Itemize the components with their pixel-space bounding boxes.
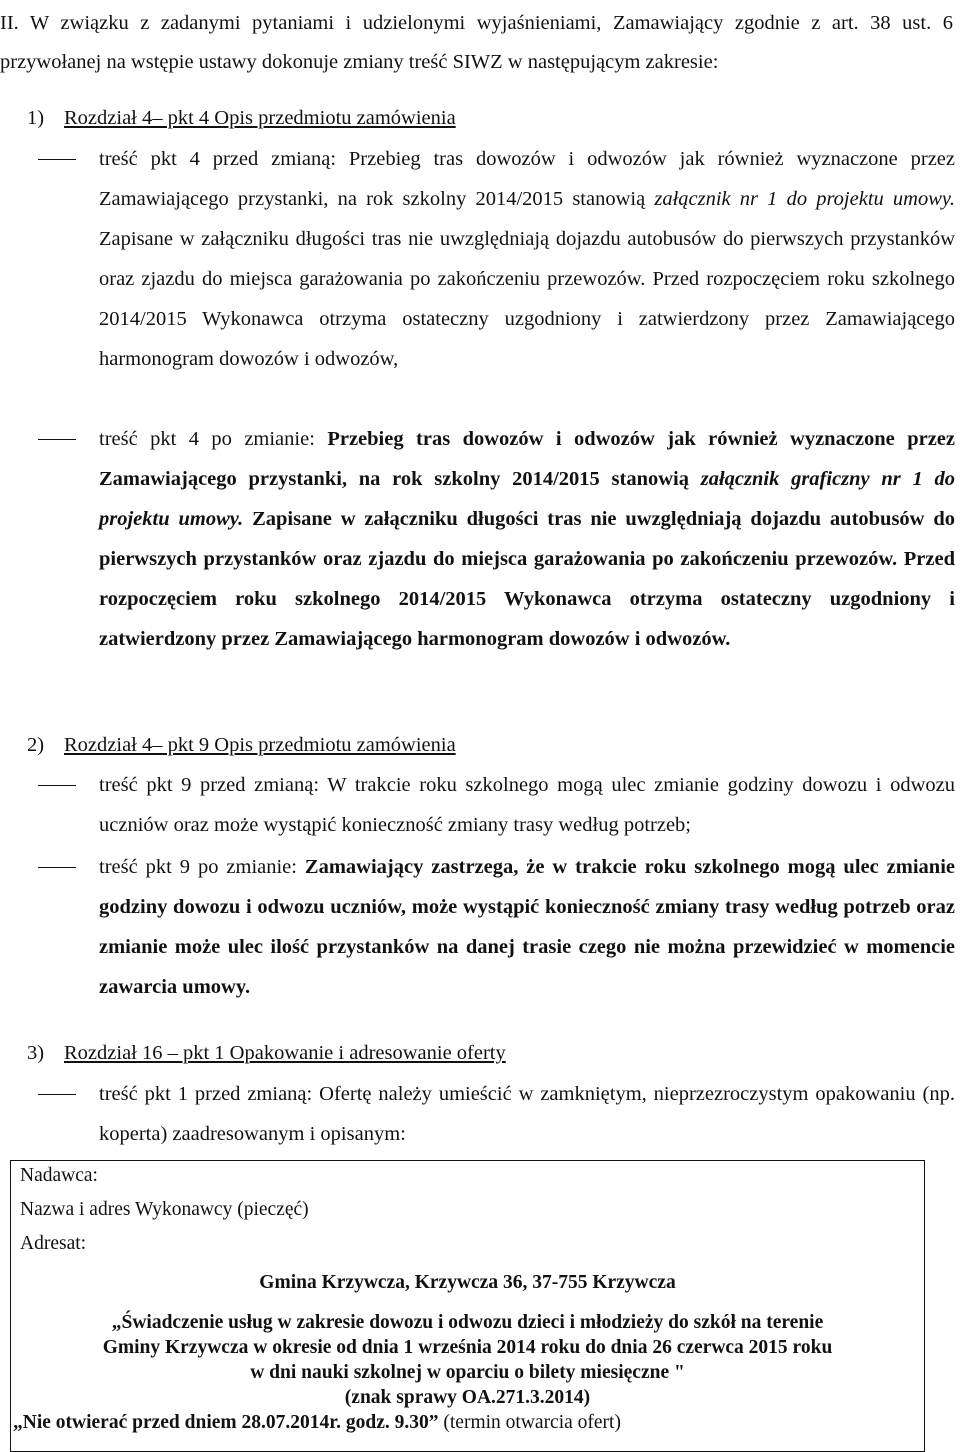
subject-line-1: „Świadczenie usług w zakresie dowozu i odwozu dzieci i młodzieży do szkół na terenie <box>111 1312 824 1333</box>
section-2-number: 2) <box>27 734 45 756</box>
section-1-after-italic: załącznik graficzny nr 1 do projektu umowy. <box>99 468 955 530</box>
section-3-title: Rozdział 16 – pkt 1 Opakowanie i adresowanie oferty <box>64 1042 506 1064</box>
section-2-after-prefix: treść pkt 9 po zmianie: <box>99 856 305 878</box>
section-3-before-prefix: treść pkt 1 przed zmianą: <box>99 1083 320 1105</box>
dash-bullet-icon <box>38 159 76 160</box>
section-1-before-prefix: treść pkt 4 przed zmianą: <box>99 148 349 170</box>
section-2-after-text: Zamawiający zastrzega, że w trakcie roku szkolnego mogą ulec zmianie godziny dowozu i odwozu uczniów, może wystąpić konieczność zmiany trasy według potrzeb oraz zmianie może ulec ilość przystanków na danej trasie czego nie można przewidzieć w momencie zawarcia umowy. <box>99 856 955 998</box>
subject-line-3: w dni nauki szkolnej w oparciu o bilety miesięczne " <box>250 1362 685 1383</box>
section-3-heading <box>27 1038 506 1068</box>
subject-line-2: Gminy Krzywcza w okresie od dnia 1 września 2014 roku do dnia 26 czerwca 2015 roku <box>102 1337 833 1358</box>
section-1-after-text1: Przebieg tras dowozów i odwozów jak również wyznaczone przez Zamawiającego przystanki, na rok szkolny 2014/2015 stanowią <box>99 428 955 490</box>
section-1-before-text1: Przebieg tras dowozów i odwozów jak również wyznaczone przez Zamawiającego przystanki, na rok szkolny 2014/2015 stanowią <box>99 148 955 210</box>
section-2-title: Rozdział 4– pkt 9 Opis przedmiotu zamówienia <box>64 734 456 756</box>
dash-bullet-icon <box>38 867 76 868</box>
section-2-before-paragraph <box>99 765 955 845</box>
section-1-after-text2: Zapisane w załączniku długości tras nie uwzględniają dojazdu autobusów do pierwszych przystanków oraz zjazdu do miejsca garażowania po zakończeniu przewozów. Przed rozpoczęciem roku szkolnego 2014/2015 Wykonawca otrzyma ostateczny uzgodniony i zatwierdzony przez Zamawiającego harmonogram dowozów i odwozów. <box>99 508 956 650</box>
recipient-address: Gmina Krzywcza, Krzywcza 36, 37-755 Krzywcza <box>259 1272 676 1293</box>
intro-paragraph: II. W związku z zadanymi pytaniami i udzielonymi wyjaśnieniami, Zamawiający zgodnie z art. 38 ust. 6 przywołanej na wstępie ustawy dokonuje zmiany treść SIWZ w następującym zakresie: <box>0 12 953 73</box>
section-1-heading <box>27 103 456 133</box>
section-1-after-paragraph <box>99 419 955 659</box>
case-reference: (znak sprawy OA.271.3.2014) <box>344 1387 591 1408</box>
section-1-before-paragraph <box>99 139 955 379</box>
section-3-number: 3) <box>27 1042 45 1064</box>
recipient-label: Adresat: <box>20 1233 87 1254</box>
section-2-before-text: W trakcie roku szkolnego mogą ulec zmianie godziny dowozu i odwozu uczniów oraz może wystąpić konieczność zmiany trasy według potrzeb; <box>99 774 955 836</box>
opening-notice-bold: „Nie otwierać przed dniem 28.07.2014r. godz. 9.30” <box>13 1412 439 1433</box>
dash-bullet-icon <box>38 785 76 786</box>
opening-notice-rest: (termin otwarcia ofert) <box>438 1412 621 1433</box>
section-2-heading <box>27 730 456 760</box>
sender-label: Nadawca: <box>20 1165 98 1186</box>
sender-value: Nazwa i adres Wykonawcy (pieczęć) <box>20 1199 309 1220</box>
section-3-before-paragraph <box>99 1074 955 1154</box>
envelope-label-box <box>10 1160 925 1452</box>
section-3-before-text: Ofertę należy umieścić w zamkniętym, nieprzezroczystym opakowaniu (np. koperta) zaadresowanym i opisanym: <box>99 1083 955 1145</box>
section-1-number: 1) <box>27 107 45 129</box>
section-1-before-italic: załącznik nr 1 do projektu umowy. <box>654 188 955 210</box>
section-2-before-prefix: treść pkt 9 przed zmianą: <box>99 774 328 796</box>
section-1-after-prefix: treść pkt 4 po zmianie: <box>99 428 328 450</box>
dash-bullet-icon <box>38 1094 76 1095</box>
opening-notice <box>13 1410 621 1435</box>
dash-bullet-icon <box>38 439 76 440</box>
section-1-title: Rozdział 4– pkt 4 Opis przedmiotu zamówienia <box>64 107 456 129</box>
section-1-before-text2: Zapisane w załączniku długości tras nie uwzględniają dojazdu autobusów do pierwszych przystanków oraz zjazdu do miejsca garażowania po zakończeniu przewozów. Przed rozpoczęciem roku szkolnego 2014/2015 Wykonawca otrzyma ostateczny uzgodniony i zatwierdzony przez Zamawiającego harmonogram dowozów i odwozów, <box>99 228 955 370</box>
section-2-after-paragraph <box>99 847 955 1007</box>
